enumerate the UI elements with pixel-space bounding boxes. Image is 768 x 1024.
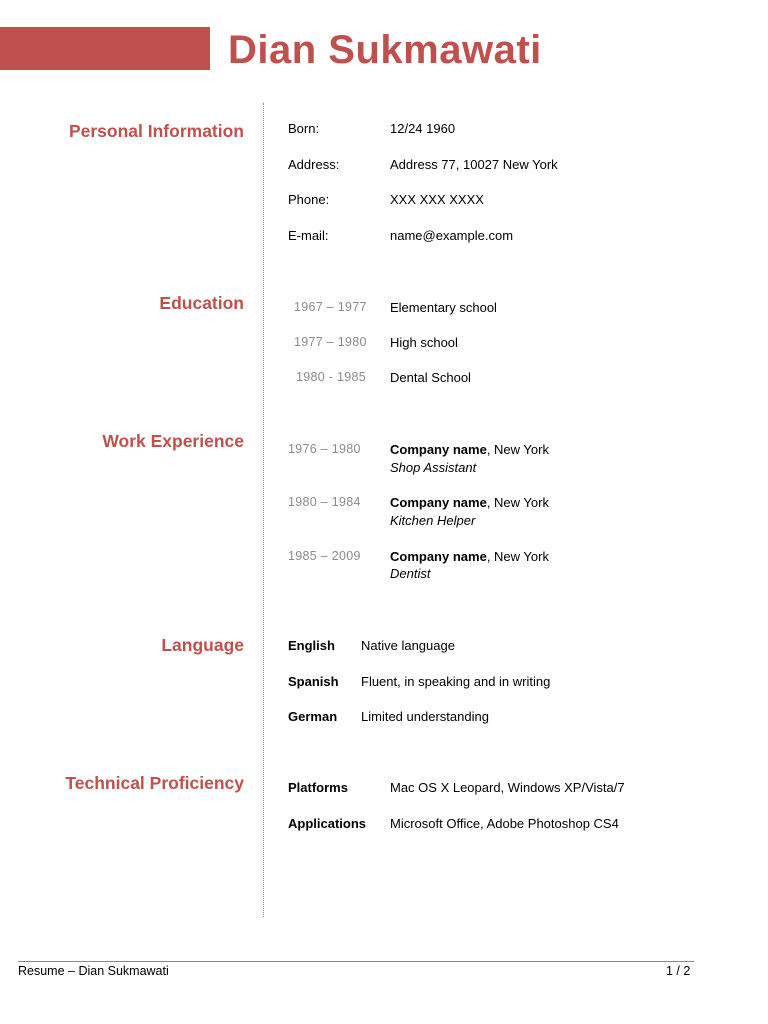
education-years: 1967 – 1977 [294, 300, 367, 314]
language-name: German [288, 709, 338, 724]
technical-value-platforms: Mac OS X Leopard, Windows XP/Vista/7 [390, 780, 625, 795]
education-school: High school [390, 335, 458, 350]
technical-value-applications: Microsoft Office, Adobe Photoshop CS4 [390, 816, 619, 831]
work-employer [390, 442, 549, 457]
work-location: , New York [486, 442, 549, 457]
work-company: Company name [390, 549, 487, 564]
language-level: Limited understanding [361, 709, 489, 724]
work-location: , New York [486, 549, 549, 564]
header-accent-bar [0, 27, 210, 70]
work-years: 1976 – 1980 [288, 442, 361, 456]
language-name: Spanish [288, 674, 339, 689]
language-level: Fluent, in speaking and in writing [361, 674, 551, 689]
technical-label-applications: Applications [288, 816, 367, 831]
education-school: Elementary school [390, 300, 497, 315]
work-employer [390, 549, 549, 564]
work-location: , New York [486, 495, 549, 510]
personal-label-born: Born: [288, 121, 320, 136]
work-company: Company name [390, 495, 487, 510]
work-role: Shop Assistant [390, 460, 477, 475]
footer-document-title: Resume – Dian Sukmawati [18, 964, 169, 978]
resume-name: Dian Sukmawati [228, 28, 542, 72]
section-title-language: Language [161, 635, 244, 655]
education-years: 1980 - 1985 [296, 370, 367, 384]
personal-value-email: name@example.com [390, 228, 514, 243]
personal-label-phone: Phone: [288, 192, 330, 207]
vertical-divider [263, 103, 264, 917]
personal-value-born: 12/24 1960 [390, 121, 456, 136]
footer-page-number: 1 / 2 [666, 964, 691, 978]
work-role: Dentist [390, 566, 431, 581]
work-role: Kitchen Helper [390, 513, 476, 528]
work-company: Company name [390, 442, 487, 457]
personal-label-email: E-mail: [288, 228, 329, 243]
footer-rule [18, 961, 694, 962]
personal-value-address: Address 77, 10027 New York [390, 157, 558, 172]
section-title-personal: Personal Information [68, 121, 244, 141]
technical-label-platforms: Platforms [288, 780, 348, 795]
work-employer [390, 495, 549, 510]
education-years: 1977 – 1980 [294, 335, 367, 349]
language-name: English [288, 638, 335, 653]
section-title-education: Education [159, 293, 244, 313]
section-title-work: Work Experience [102, 431, 244, 451]
personal-value-phone: XXX XXX XXXX [390, 192, 484, 207]
language-level: Native language [361, 638, 455, 653]
work-years: 1985 – 2009 [288, 549, 361, 563]
education-school: Dental School [390, 370, 471, 385]
personal-label-address: Address: [288, 157, 340, 172]
work-years: 1980 – 1984 [288, 495, 361, 509]
section-title-technical: Technical Proficiency [65, 773, 244, 793]
